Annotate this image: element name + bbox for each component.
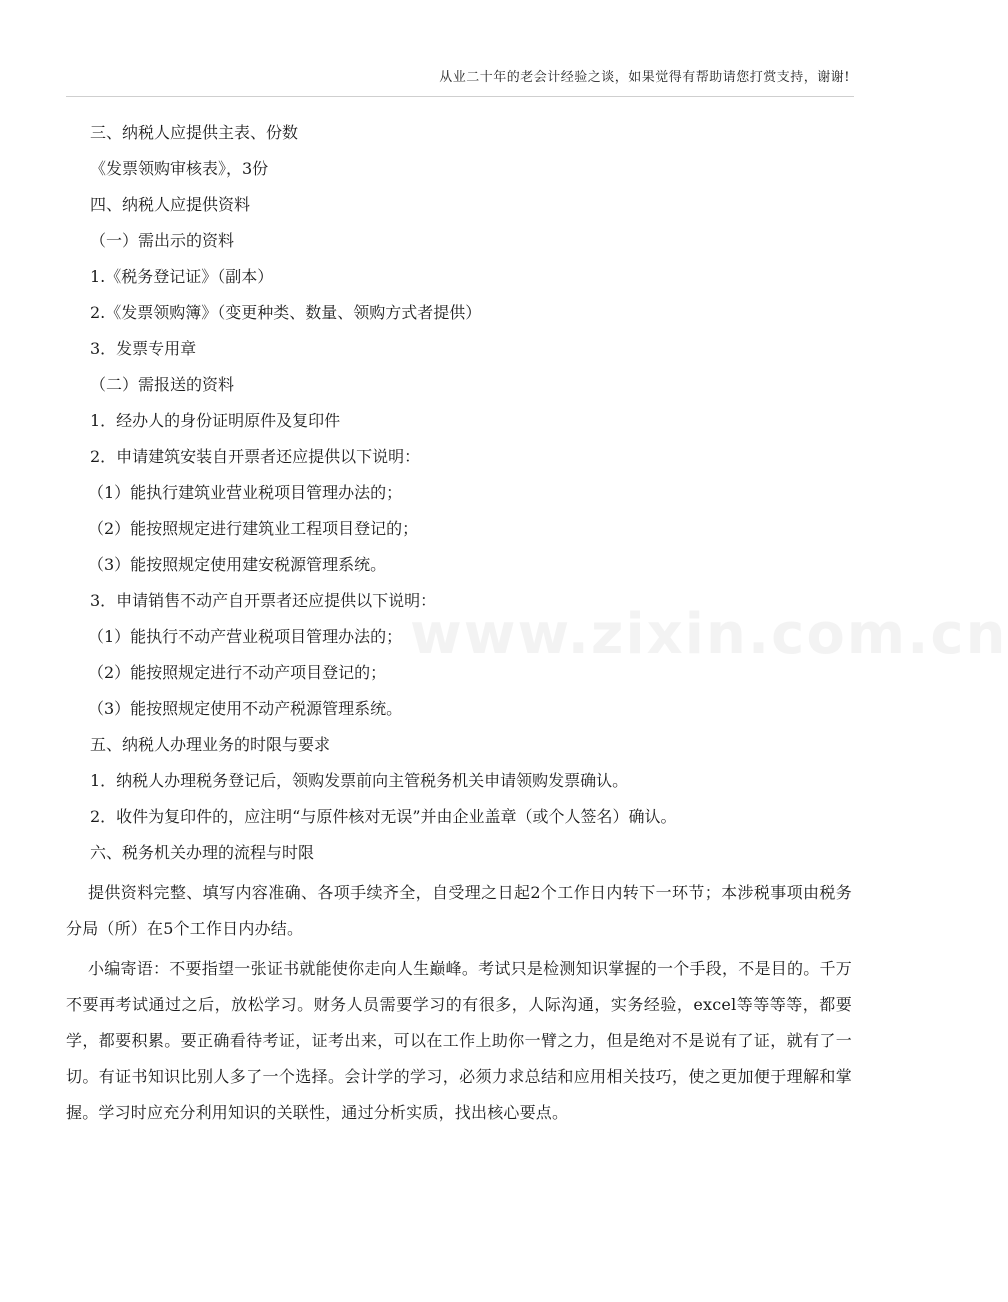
list-item: 2.《发票领购簿》（变更种类、数量、领购方式者提供）	[90, 303, 482, 322]
text-line: 《发票领购审核表》，3份	[90, 159, 269, 178]
list-item: 1．经办人的身份证明原件及复印件	[90, 411, 341, 430]
list-item: 1．纳税人办理税务登记后，领购发票前向主管税务机关申请领购发票确认。	[90, 771, 629, 790]
document-body	[66, 115, 852, 1131]
list-item: 1.《税务登记证》（副本）	[90, 267, 274, 286]
page-header-note: 从业二十年的老会计经验之谈，如果觉得有帮助请您打赏支持，谢谢!	[439, 70, 850, 85]
section-heading-6: 六、税务机关办理的流程与时限	[90, 843, 315, 862]
subsection-heading: （二）需报送的资料	[90, 375, 235, 394]
section-heading-4: 四、纳税人应提供资料	[90, 195, 251, 214]
list-item: 3．发票专用章	[90, 339, 197, 358]
header-divider	[66, 96, 854, 97]
watermark: www.zixin.com.cn	[410, 602, 1008, 667]
sub-list-item: （3）能按照规定使用不动产税源管理系统。	[88, 699, 403, 718]
sub-list-item: （2）能按照规定进行不动产项目登记的；	[88, 663, 387, 682]
list-item: 2．申请建筑安装自开票者还应提供以下说明：	[90, 447, 421, 466]
list-item: 2．收件为复印件的，应注明“与原件核对无误”并由企业盖章（或个人签名）确认。	[90, 807, 677, 826]
list-item: 3．申请销售不动产自开票者还应提供以下说明：	[90, 591, 437, 610]
section-heading-5: 五、纳税人办理业务的时限与要求	[90, 735, 331, 754]
sub-list-item: （1）能执行不动产营业税项目管理办法的；	[88, 627, 403, 646]
paragraph-process: 提供资料完整、填写内容准确、各项手续齐全，自受理之日起2个工作日内转下一环节；本涉税事项由税务分局（所）在5个工作日内办结。	[66, 883, 852, 938]
sub-list-item: （2）能按照规定进行建筑业工程项目登记的；	[88, 519, 419, 538]
sub-list-item: （1）能执行建筑业营业税项目管理办法的；	[88, 483, 403, 502]
subsection-heading: （一）需出示的资料	[90, 231, 235, 250]
sub-list-item: （3）能按照规定使用建安税源管理系统。	[88, 555, 387, 574]
paragraph-editor-note: 小编寄语：不要指望一张证书就能使你走向人生巅峰。考试只是检测知识掌握的一个手段，不是目的。千万不要再考试通过之后，放松学习。财务人员需要学习的有很多，人际沟通，实务经验，excel等等等等，都要学，都要积累。要正确看待考证，证考出来，可以在工作上助你一臂之力，但是绝对不是说有了证，就有了一切。有证书知识比别人多了一个选择。会计学的学习，必须力求总结和应用相关技巧，使之更加便于理解和掌握。学习时应充分利用知识的关联性，通过分析实质，找出核心要点。	[66, 959, 852, 1122]
section-heading-3: 三、纳税人应提供主表、份数	[90, 123, 299, 142]
